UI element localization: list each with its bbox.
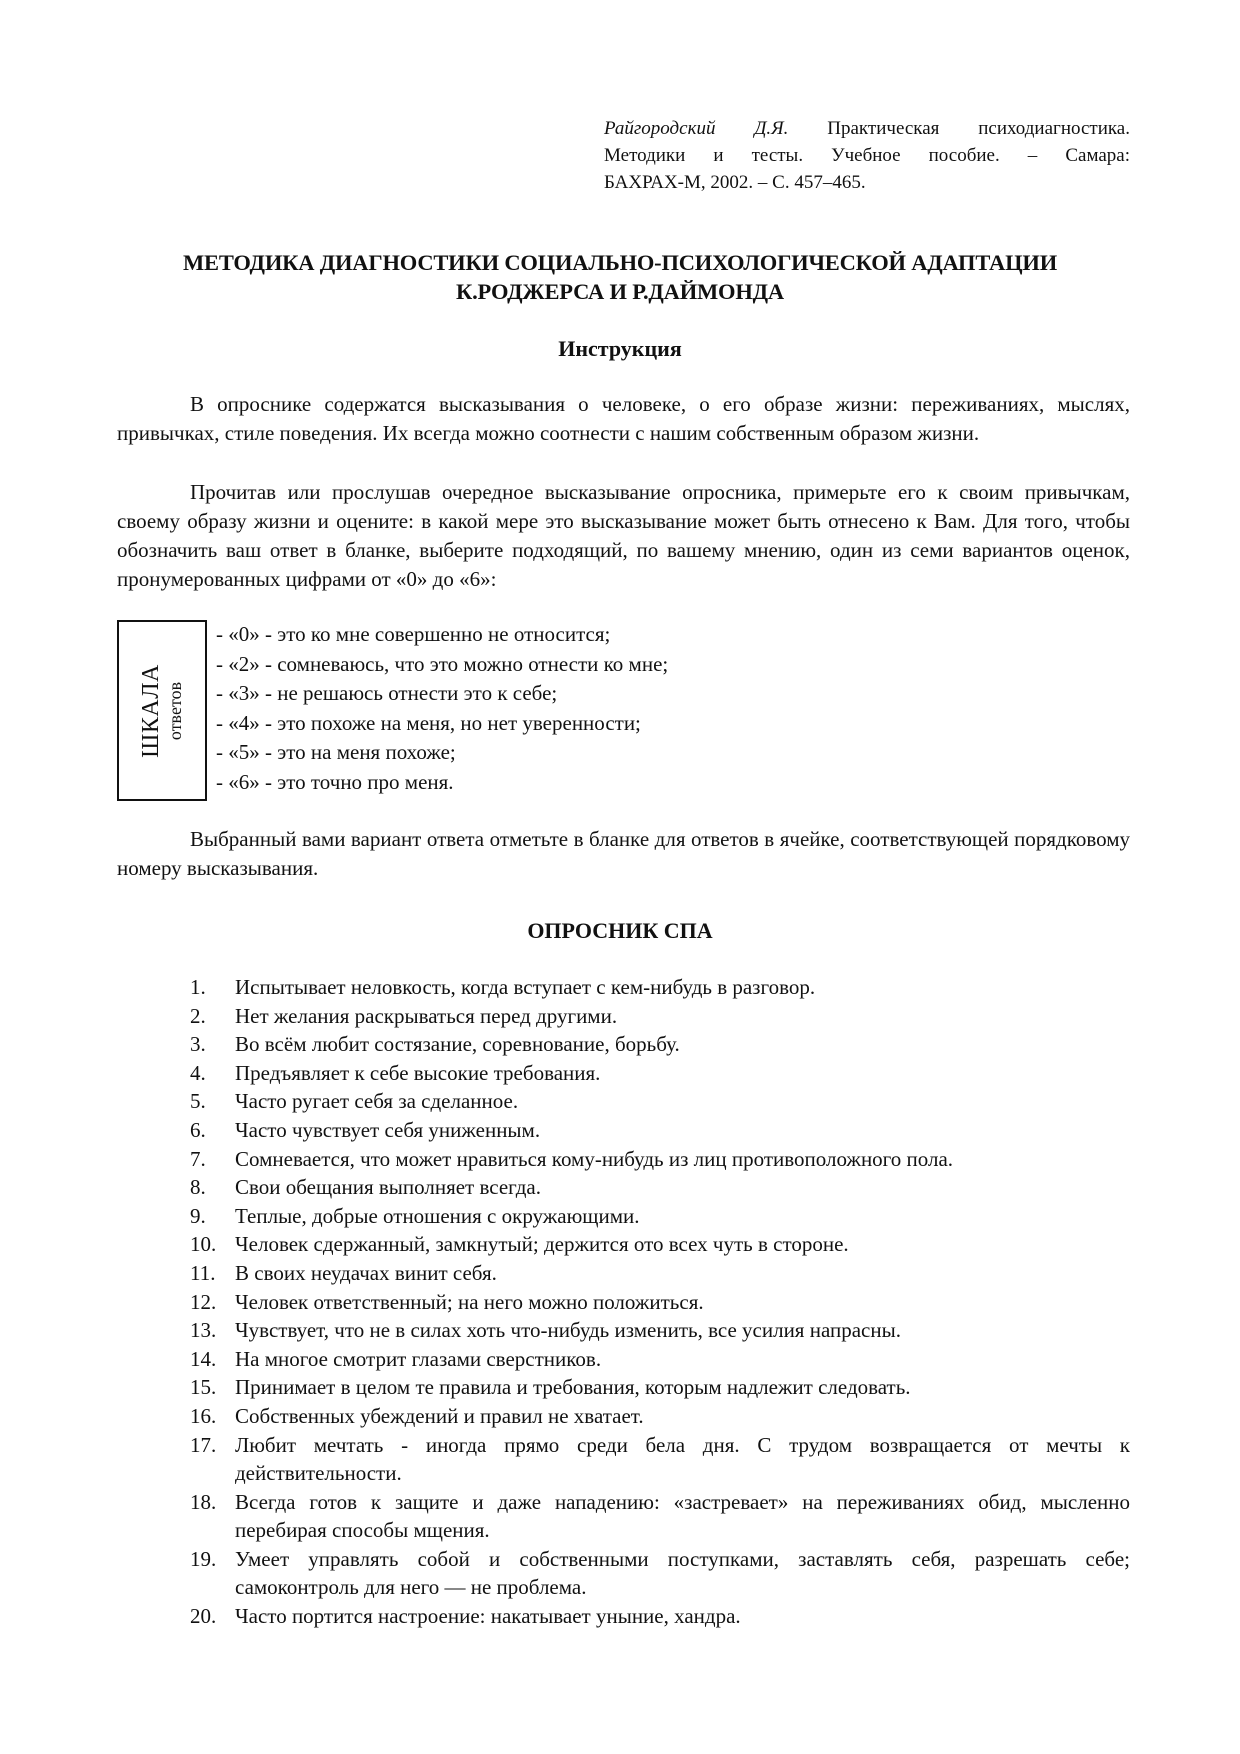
instruction-paragraph-2: Прочитав или прослушав очередное высказывание опросника, примерьте его к своим привычкам, своему образу жизни и оцените: в какой мере это высказывание может быть отнесено к Вам. Для того, чтобы обозначить ваш ответ в бланке, выберите подходящий, по вашему мнению, один из семи вариантов оценок, пронумерованных цифрами от «0» до «6»: xyxy=(117,480,1130,591)
question-text: Предъявляет к себе высокие требования. xyxy=(235,1060,601,1085)
question-item xyxy=(190,1288,1130,1317)
question-text: Собственных убеждений и правил не хватает. xyxy=(235,1403,644,1428)
question-text: Принимает в целом те правила и требования, которым надлежит следовать. xyxy=(235,1375,911,1400)
question-text: Часто ругает себя за сделанное. xyxy=(235,1089,519,1114)
scale-option: - «5» - это на меня похоже; xyxy=(216,740,456,764)
answer-scale-list xyxy=(216,620,668,797)
question-text: Нет желания раскрываться перед другими. xyxy=(235,1003,618,1028)
question-item xyxy=(190,1116,1130,1145)
question-item xyxy=(190,1402,1130,1431)
question-number: 7. xyxy=(190,1146,206,1171)
question-item xyxy=(190,1002,1130,1031)
question-text: Сомневается, что может нравиться кому-нибудь из лиц противоположного пола. xyxy=(235,1146,954,1171)
instruction-paragraph-1: В опроснике содержатся высказывания о человеке, о его образе жизни: переживаниях, мыслях, привычках, стиле поведения. Их всегда можно соотнести с нашим собственным образом жизни. xyxy=(117,392,1130,445)
citation-line-2: Методики и тесты. Учебное пособие. – Самара: xyxy=(604,145,1130,166)
question-item xyxy=(190,1545,1130,1602)
question-text: Умеет управлять собой и собственными поступками, заставлять себя, разрешать себе; самоконтроль для него — не проблема. xyxy=(235,1546,1130,1600)
question-number: 1. xyxy=(190,975,206,999)
question-number: 10. xyxy=(190,1232,217,1257)
answer-scale-label-main: ШКАЛА xyxy=(138,663,164,758)
question-text: Всегда готов к защите и даже нападению: «застревает» на переживаниях обид, мысленно перебирая способы мщения. xyxy=(235,1489,1130,1543)
question-number: 19. xyxy=(190,1546,217,1571)
question-number: 3. xyxy=(190,1032,206,1057)
question-item xyxy=(190,1030,1130,1059)
question-number: 4. xyxy=(190,1060,206,1085)
questionnaire-heading: ОПРОСНИК СПА xyxy=(527,918,713,943)
scale-option: - «6» - это точно про меня. xyxy=(216,769,454,794)
scale-option: - «0» - это ко мне совершенно не относится; xyxy=(216,622,611,646)
question-item xyxy=(190,1059,1130,1088)
answer-scale-label xyxy=(138,664,186,758)
question-number: 6. xyxy=(190,1117,206,1142)
question-number: 16. xyxy=(190,1403,217,1428)
question-text: На многое смотрит глазами сверстников. xyxy=(235,1346,602,1371)
question-number: 17. xyxy=(190,1432,217,1457)
question-item xyxy=(190,1087,1130,1116)
citation-title: Практическая психодиагностика. xyxy=(788,118,1130,139)
question-item xyxy=(190,1316,1130,1345)
question-text: Часто портится настроение: накатывает уныние, хандра. xyxy=(235,1604,741,1629)
question-text: Часто чувствует себя униженным. xyxy=(235,1117,541,1142)
question-text: Человек сдержанный, замкнутый; держится ото всех чуть в стороне. xyxy=(235,1232,849,1257)
answer-scale-box xyxy=(117,620,207,801)
question-text: Чувствует, что не в силах хоть что-нибудь изменить, все усилия напрасны. xyxy=(235,1318,901,1343)
question-text: Испытывает неловкость, когда вступает с кем-нибудь в разговор. xyxy=(235,975,816,999)
question-item xyxy=(190,1173,1130,1202)
scale-option: - «4» - это похоже на меня, но нет уверенности; xyxy=(216,710,641,735)
question-item xyxy=(190,1230,1130,1259)
document-title-line-2: К.РОДЖЕРСА И Р.ДАЙМОНДА xyxy=(456,279,784,304)
question-number: 14. xyxy=(190,1346,217,1371)
question-number: 18. xyxy=(190,1489,217,1514)
question-item xyxy=(190,1602,1130,1631)
scale-option: - «2» - сомневаюсь, что это можно отнести ко мне; xyxy=(216,651,669,676)
question-number: 8. xyxy=(190,1175,206,1200)
scale-option: - «3» - не решаюсь отнести это к себе; xyxy=(216,681,558,705)
question-text: Свои обещания выполняет всегда. xyxy=(235,1175,541,1200)
document-title-line-1: МЕТОДИКА ДИАГНОСТИКИ СОЦИАЛЬНО-ПСИХОЛОГИЧЕСКОЙ АДАПТАЦИИ xyxy=(183,250,1057,275)
answer-scale-label-sub: ответов xyxy=(165,681,185,740)
instruction-heading: Инструкция xyxy=(558,336,682,361)
question-number: 11. xyxy=(190,1260,216,1285)
question-item xyxy=(190,1259,1130,1288)
question-text: Человек ответственный; на него можно положиться. xyxy=(235,1289,704,1314)
question-item xyxy=(190,1202,1130,1231)
question-text: Теплые, добрые отношения с окружающими. xyxy=(235,1203,640,1228)
question-number: 2. xyxy=(190,1003,206,1028)
citation-line-1 xyxy=(604,115,1130,142)
question-number: 12. xyxy=(190,1289,217,1314)
citation-line-3: БАХРАХ-М, 2002. – С. 457–465. xyxy=(604,172,866,193)
instruction-paragraph-3: Выбранный вами вариант ответа отметьте в бланке для ответов в ячейке, соответствующей порядковому номеру высказывания. xyxy=(117,827,1130,880)
question-number: 5. xyxy=(190,1089,206,1114)
citation-author: Райгородский Д.Я. xyxy=(604,118,789,139)
questionnaire-list xyxy=(190,973,1130,1631)
question-number: 13. xyxy=(190,1318,217,1343)
question-item xyxy=(190,1431,1130,1488)
question-number: 20. xyxy=(190,1604,217,1629)
question-item xyxy=(190,973,1130,1002)
question-number: 15. xyxy=(190,1375,217,1400)
document-title xyxy=(100,248,1140,306)
bibliographic-citation xyxy=(604,115,1130,196)
question-text: Любит мечтать - иногда прямо среди бела дня. С трудом возвращается от мечты к действительности. xyxy=(235,1432,1130,1486)
question-item xyxy=(190,1345,1130,1374)
question-item xyxy=(190,1488,1130,1545)
question-item xyxy=(190,1145,1130,1174)
question-number: 9. xyxy=(190,1203,206,1228)
question-item xyxy=(190,1373,1130,1402)
question-text: Во всём любит состязание, соревнование, борьбу. xyxy=(235,1032,680,1057)
question-text: В своих неудачах винит себя. xyxy=(235,1260,497,1285)
